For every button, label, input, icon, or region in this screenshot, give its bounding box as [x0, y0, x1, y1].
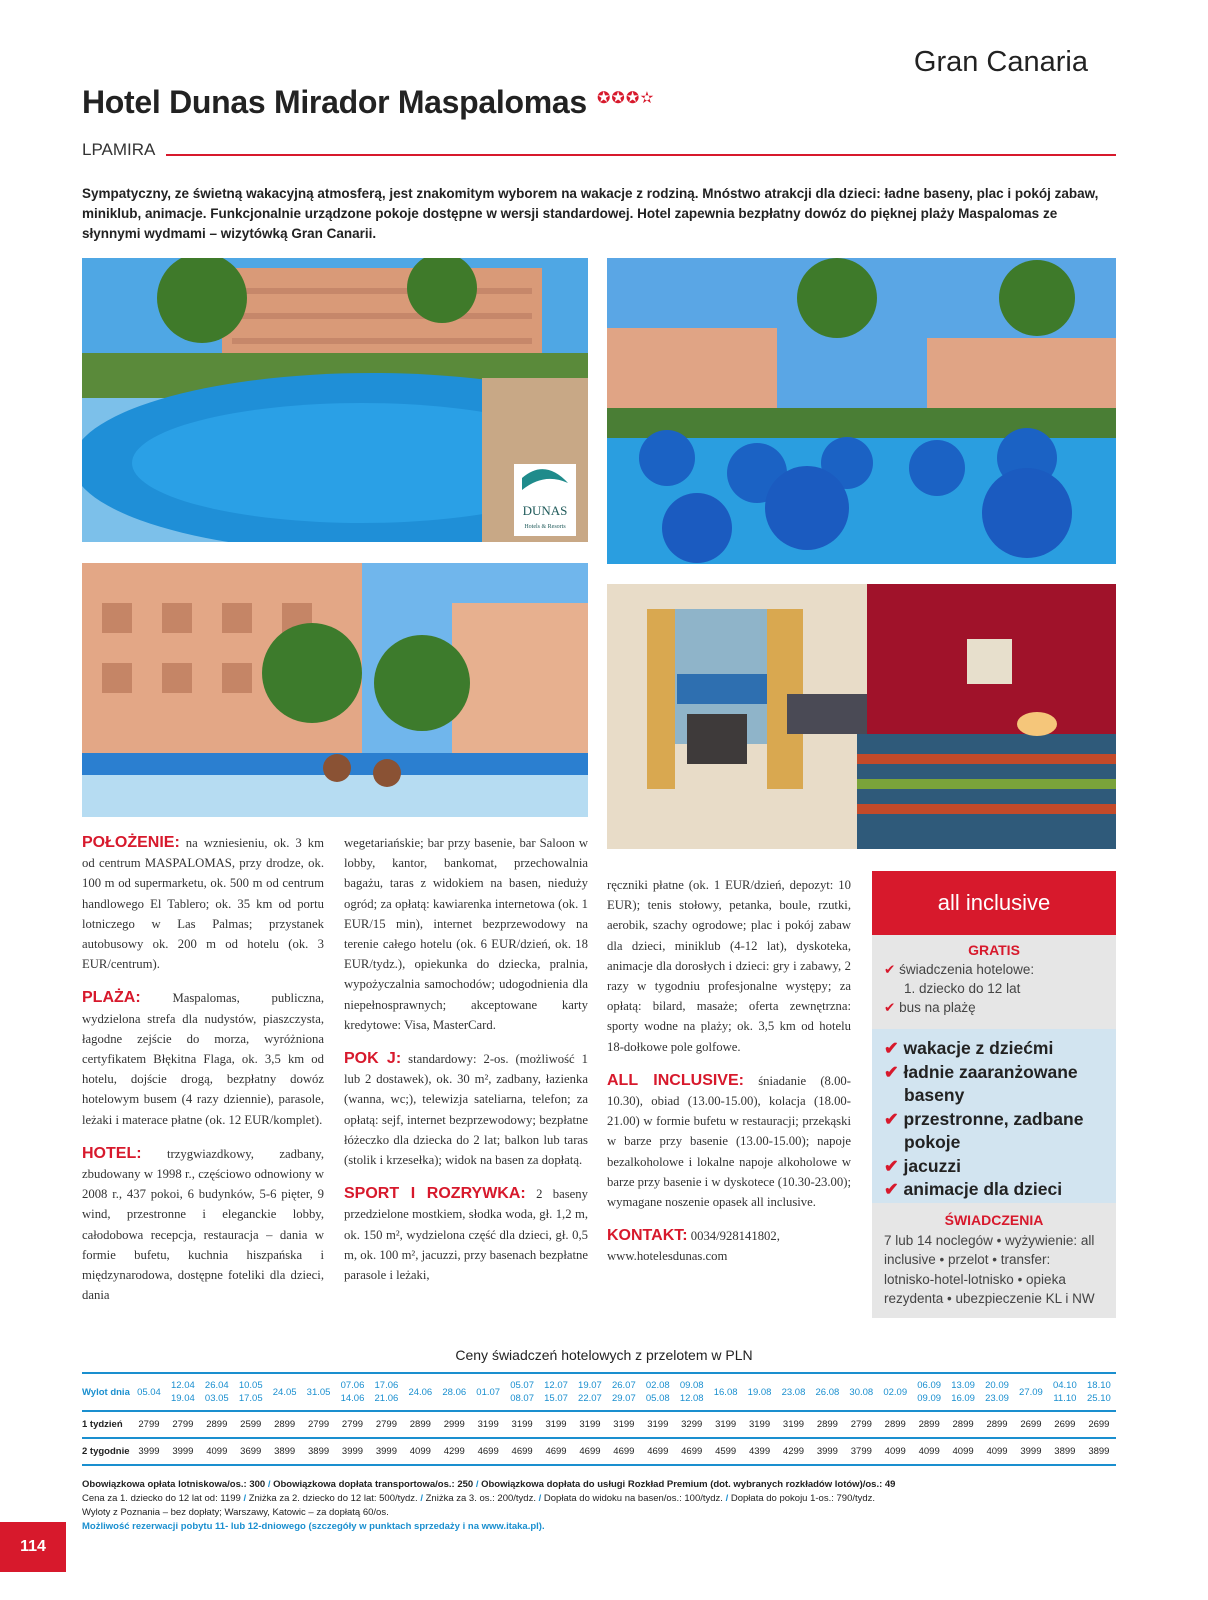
price-cell: 3199	[505, 1411, 539, 1438]
price-cell: 3199	[607, 1411, 641, 1438]
date-cell: 20.09 23.09	[980, 1373, 1014, 1411]
price-cell: 2899	[810, 1411, 844, 1438]
swiadczenia-section	[872, 1203, 1116, 1318]
hotel-code: LPAMIRA	[82, 140, 156, 159]
price-cell: 4699	[505, 1438, 539, 1465]
price-cell: 4099	[200, 1438, 234, 1465]
page-number: 114	[0, 1522, 66, 1572]
price-cell: 2899	[403, 1411, 437, 1438]
price-cell: 2999	[437, 1411, 471, 1438]
price-cell: 2799	[369, 1411, 403, 1438]
price-cell: 3999	[132, 1438, 166, 1465]
date-cell: 19.07 22.07	[573, 1373, 607, 1411]
date-cell: 04.10 11.10	[1048, 1373, 1082, 1411]
photo-umbrellas	[607, 258, 1116, 564]
swiadczenia-text: 7 lub 14 noclegów • wyżywienie: all inclusive • przelot • transfer: lotnisko-hotel-lotnisko • opieka rezydenta • ubezpieczenie KL i NW	[884, 1232, 1095, 1306]
gratis-item: ✔ świadczenia hotelowe:	[884, 962, 1035, 977]
price-cell: 2899	[878, 1411, 912, 1438]
check-icon: ✔	[884, 1155, 899, 1176]
text-all-inclusive: śniadanie (8.00-10.30), obiad (13.00-15.00), kolacja (18.00-21.00) w formie bufetu w restauracji; przekąski w barze przy basenie (13.00-15.00); napoje bezalkoholowe i lokalne napoje alkoholowe w barze przy basenie i w dyskotece (10.30-23.00); wymagane noszenie opasek all inclusive.	[607, 1073, 851, 1210]
heading-pokoj: POK J:	[344, 1050, 402, 1068]
feature-item: ✔ przestronne, zadbane pokoje	[884, 1108, 1084, 1152]
price-cell: 2899	[980, 1411, 1014, 1438]
date-cell: 28.06	[437, 1373, 471, 1411]
date-cell: 31.05	[302, 1373, 336, 1411]
header-label: Wylot dnia	[82, 1373, 132, 1411]
column-3	[607, 875, 851, 1281]
date-cell: 24.06	[403, 1373, 437, 1411]
text-kontakt: 0034/928141802,	[690, 1229, 780, 1244]
gratis-heading: GRATIS	[968, 942, 1020, 958]
date-cell: 05.04	[132, 1373, 166, 1411]
photo-pool	[82, 258, 588, 542]
price-table	[82, 1372, 1116, 1466]
date-cell: 23.08	[777, 1373, 811, 1411]
feature-item: ✔ wakacje z dziećmi	[884, 1038, 1054, 1058]
date-cell: 13.09 16.09	[946, 1373, 980, 1411]
check-icon: ✔	[884, 1179, 899, 1199]
feature-item: ✔ animacje dla dzieci	[884, 1179, 1063, 1199]
price-cell: 4099	[878, 1438, 912, 1465]
price-cell: 4699	[641, 1438, 675, 1465]
price-cell: 3199	[709, 1411, 743, 1438]
hotel-title: Hotel Dunas Mirador Maspalomas	[82, 84, 587, 120]
price-cell: 3999	[810, 1438, 844, 1465]
price-cell: 2599	[234, 1411, 268, 1438]
column-2	[344, 833, 588, 1299]
price-cell: 3199	[743, 1411, 777, 1438]
date-cell: 07.06 14.06	[336, 1373, 370, 1411]
column-1	[82, 833, 324, 1319]
date-cell: 12.04 19.04	[166, 1373, 200, 1411]
intro-text: Sympatyczny, ze świetną wakacyjną atmosferą, jest znakomitym wyborem na wakacje z rodziną. Mnóstwo atrakcji dla dzieci: ładne baseny, plac i pokój zabaw, miniklub, animacje. Funkcjonalnie urządzone pokoje dostępne w wersji standardowej. Hotel zapewnia bezpłatny dowóz do pięknej plaży Maspalomas ze słynnymi wydmami – wizytówką Gran Canarii.	[82, 186, 1099, 241]
price-cell: 2699	[1014, 1411, 1048, 1438]
date-cell: 02.08 05.08	[641, 1373, 675, 1411]
date-cell: 18.10 25.10	[1082, 1373, 1116, 1411]
date-cell: 16.08	[709, 1373, 743, 1411]
price-cell: 3899	[268, 1438, 302, 1465]
star-rating-icon: ✪✪✪✫	[597, 90, 655, 107]
heading-plaza: PLAŻA:	[82, 989, 141, 1007]
text-hotel-cont: wegetariańskie; bar przy basenie, bar Saloon w lobby, kantor, bankomat, przechowalnia bagażu, taras z widokiem na basen, nieduży ogród; za opłatą: kawiarenka internetowa (ok. 1 EUR/15 min), internet bezprzewodowy na terenie całego hotelu (ok. 6 EUR/dzień, ok. 18 EUR/tydz.), opiekunka do dziecka, pralnia, wypożyczalnia samochodów; udogodnienia dla niepełnosprawnych; akceptowane karty kredytowe: Visa, MasterCard.	[344, 836, 588, 1032]
heading-kontakt: KONTAKT:	[607, 1227, 688, 1245]
gratis-subitem: 1. dziecko do 12 lat	[904, 981, 1021, 996]
price-cell: 4099	[946, 1438, 980, 1465]
price-cell: 3199	[539, 1411, 573, 1438]
price-cell: 3999	[369, 1438, 403, 1465]
logo-text: DUNAS	[522, 503, 568, 518]
price-cell: 2899	[268, 1411, 302, 1438]
price-cell: 2699	[1048, 1411, 1082, 1438]
heading-hotel: HOTEL:	[82, 1144, 142, 1162]
heading-all-inclusive: ALL INCLUSIVE:	[607, 1071, 744, 1089]
notes-line-3: Wyloty z Poznania – bez dopłaty; Warszawy, Katowic – za dopłatą 60/os.	[82, 1507, 389, 1518]
price-cell: 3199	[777, 1411, 811, 1438]
price-cell: 3199	[573, 1411, 607, 1438]
price-cell: 4699	[675, 1438, 709, 1465]
photo-jacuzzi	[82, 563, 588, 817]
price-notes	[82, 1478, 1116, 1534]
date-cell: 01.07	[471, 1373, 505, 1411]
price-cell: 4299	[437, 1438, 471, 1465]
date-cell: 26.04 03.05	[200, 1373, 234, 1411]
price-cell: 3899	[1082, 1438, 1116, 1465]
price-cell: 3199	[471, 1411, 505, 1438]
date-cell: 19.08	[743, 1373, 777, 1411]
date-cell: 26.07 29.07	[607, 1373, 641, 1411]
gratis-item: ✔ bus na plażę	[884, 1000, 976, 1015]
price-cell: 4699	[573, 1438, 607, 1465]
price-cell: 4099	[403, 1438, 437, 1465]
swiadczenia-heading: ŚWIADCZENIA	[944, 1212, 1044, 1228]
row-label: 1 tydzień	[82, 1411, 132, 1438]
price-cell: 2799	[302, 1411, 336, 1438]
price-cell: 4599	[709, 1438, 743, 1465]
date-cell: 17.06 21.06	[369, 1373, 403, 1411]
price-cell: 2799	[166, 1411, 200, 1438]
row-label: 2 tygodnie	[82, 1438, 132, 1465]
date-cell: 02.09	[878, 1373, 912, 1411]
price-cell: 3999	[1014, 1438, 1048, 1465]
date-cell: 12.07 15.07	[539, 1373, 573, 1411]
price-cell: 2699	[1082, 1411, 1116, 1438]
price-cell: 3999	[336, 1438, 370, 1465]
text-polozenie: na wzniesieniu, ok. 3 km od centrum MASPALOMAS, przy drodze, ok. 100 m od supermarketu, ok. 500 m od centrum handlowego El Tablero; ok. 35 km od portu lotniczego w Las Palmas; przystanek autobusowy ok. 200 m od hotelu (ok. 3 EUR/centrum).	[82, 836, 324, 972]
date-cell: 24.05	[268, 1373, 302, 1411]
check-icon: ✔	[884, 1061, 899, 1082]
all-inclusive-box	[872, 871, 1116, 1318]
price-cell: 3899	[1048, 1438, 1082, 1465]
price-cell: 3199	[641, 1411, 675, 1438]
price-cell: 2899	[200, 1411, 234, 1438]
date-cell: 09.08 12.08	[675, 1373, 709, 1411]
logo-subtext: Hotels & Resorts	[524, 524, 566, 530]
date-cell: 10.05 17.05	[234, 1373, 268, 1411]
check-icon: ✔	[884, 1000, 896, 1015]
date-cell: 05.07 08.07	[505, 1373, 539, 1411]
date-cell: 06.09 09.09	[912, 1373, 946, 1411]
price-table-title: Ceny świadczeń hotelowych z przelotem w PLN	[455, 1347, 753, 1363]
heading-sport: SPORT I ROZRYWKA:	[344, 1185, 526, 1203]
date-cell: 27.09	[1014, 1373, 1048, 1411]
price-cell: 4699	[607, 1438, 641, 1465]
text-sport-cont: ręczniki płatne (ok. 1 EUR/dzień, depozyt: 10 EUR); tenis stołowy, petanka, boule, rzutki, aerobik, szachy ogrodowe; plac i pokój zabaw dla dzieci, miniklub (4-12 lat), dyskoteka, animacje dla dorosłych i dzieci: gry i zabawy, 2 razy w tygodniu profesjonalne występy; za opłatą: bilard, masaże; oferta zewnętrzna: sporty wodne na plaży; ok. 3,5 km od hotelu 18-dołkowe pole golfowe.	[607, 878, 851, 1054]
heading-polozenie: POŁOŻENIE:	[82, 834, 180, 851]
price-cell: 3999	[166, 1438, 200, 1465]
price-cell: 3699	[234, 1438, 268, 1465]
price-cell: 3899	[302, 1438, 336, 1465]
notes-line-1: Obowiązkowa opłata lotniskowa/os.: 300 / Obowiązkowa dopłata transportowa/os.: 250 / Obowiązkowa dopłata do usługi Rozkład Premium (dot. wybranych rozkładów lotów)/os.: 49	[82, 1479, 896, 1490]
check-icon: ✔	[884, 1038, 899, 1058]
notes-line-2: Cena za 1. dziecko do 12 lat od: 1199 / Zniżka za 2. dziecko do 12 lat: 500/tydz. / Zniżka za 3. os.: 200/tydz. / Dopłata do widoku na basen/os.: 100/tydz. / Dopłata do pokoju 1-os.: 790/tydz.	[82, 1493, 876, 1504]
price-cell: 4299	[777, 1438, 811, 1465]
price-cell: 3299	[675, 1411, 709, 1438]
price-cell: 3799	[844, 1438, 878, 1465]
gratis-section	[872, 935, 1116, 1029]
website-link[interactable]: www.hotelesdunas.com	[607, 1249, 728, 1264]
text-hotel: trzygwiazdkowy, zadbany, zbudowany w 1998 r., częściowo odnowiony w 2008 r., 437 pokoi, 6 budynków, 5-6 pięter, 9 wind, przestronne i eleganckie lobby, całodobowa recepcja, restauracja – dania w formie bufetu, kuchnia hiszpańska i międzynarodowa, dostępne foteliki dla dzieci, dania	[82, 1146, 324, 1303]
price-cell: 4099	[912, 1438, 946, 1465]
header-divider	[166, 154, 1116, 156]
price-row	[82, 1438, 1116, 1465]
price-cell: 4699	[471, 1438, 505, 1465]
all-inclusive-title: all inclusive	[872, 871, 1116, 935]
text-plaza: Maspalomas, publiczna, wydzielona strefa dla nudystów, piaszczysta, łagodne zejście do morza, wyróżniona certyfikatem Błękitna Flaga, ok. 3,5 km od hotelu, dojście drogą, bezpłatny dowóz hotelowym busem (4 razy dziennie), parasole, leżaki i materace płatne (ok. 12 EUR/komplet).	[82, 991, 325, 1127]
check-icon: ✔	[884, 962, 896, 977]
check-icon: ✔	[884, 1108, 899, 1129]
region-heading: Gran Canaria	[913, 46, 1088, 78]
price-cell: 2799	[132, 1411, 166, 1438]
photo-room	[607, 584, 1116, 849]
price-cell: 4099	[980, 1438, 1014, 1465]
price-cell: 2799	[844, 1411, 878, 1438]
price-cell: 2899	[946, 1411, 980, 1438]
price-header-row	[82, 1373, 1116, 1411]
price-cell: 4699	[539, 1438, 573, 1465]
price-cell: 2899	[912, 1411, 946, 1438]
date-cell: 30.08	[844, 1373, 878, 1411]
feature-item: ✔ jacuzzi	[884, 1155, 961, 1176]
date-cell: 26.08	[810, 1373, 844, 1411]
notes-line-4: Możliwość rezerwacji pobytu 11- lub 12-dniowego (szczegóły w punktach sprzedaży i na www.itaka.pl).	[82, 1521, 545, 1532]
price-row	[82, 1411, 1116, 1438]
features-section	[872, 1029, 1116, 1203]
price-cell: 2799	[336, 1411, 370, 1438]
text-pokoj: standardowy: 2-os. (możliwość 1 lub 2 dostawek), ok. 30 m², zadbany, łazienka (wanna, wc;), telewizja sateliarna, telefon; za opłatą: sejf, internet bezprzewodowy; bezpłatne łóżeczko dla dziecka do 2 lat; balkon lub taras (stolik i krzesełka); widok na basen za dopłatą.	[344, 1052, 589, 1168]
feature-item: ✔ ładnie zaaranżowane baseny	[884, 1061, 1078, 1105]
text-sport: 2 baseny przedzielone mostkiem, słodka woda, gł. 1,2 m, ok. 150 m², wydzielona część dla dzieci, gł. 0,5 m, ok. 100 m², jacuzzi, przy basenach bezpłatne parasole i leżaki,	[344, 1187, 588, 1283]
price-cell: 4399	[743, 1438, 777, 1465]
